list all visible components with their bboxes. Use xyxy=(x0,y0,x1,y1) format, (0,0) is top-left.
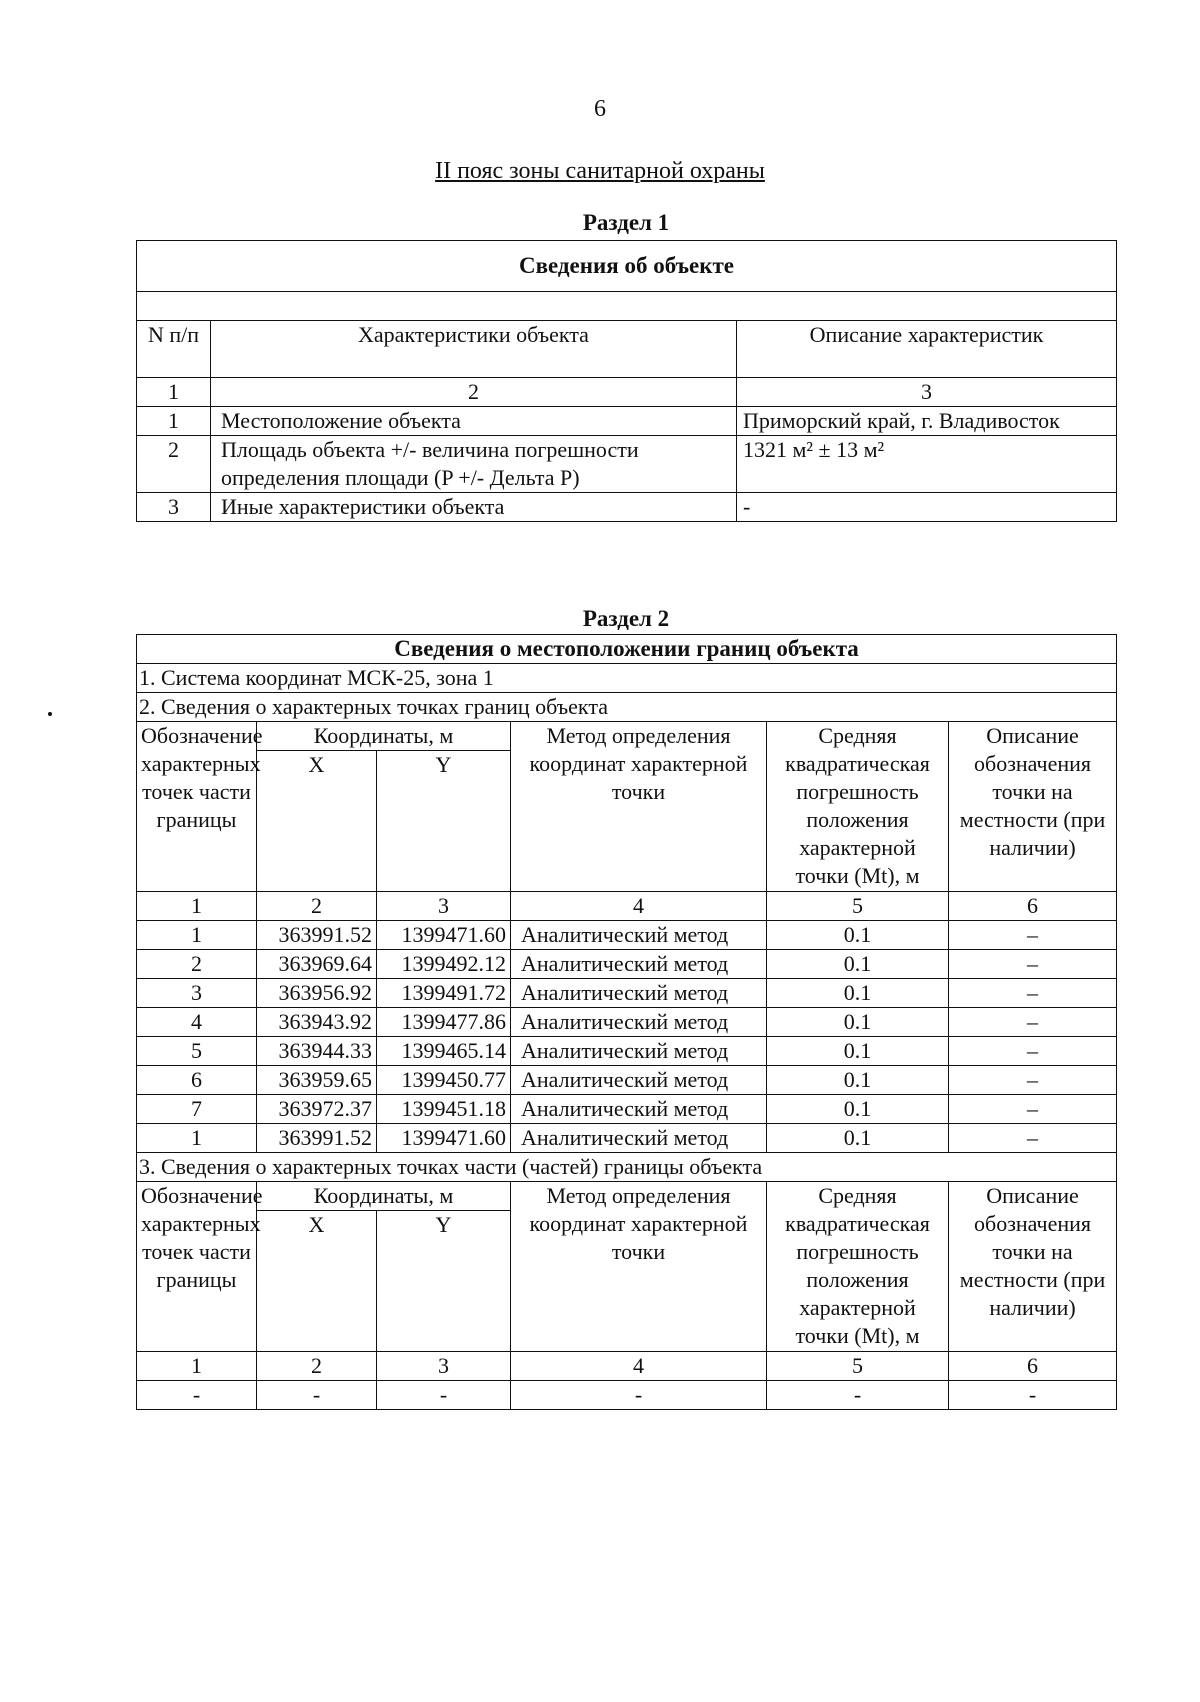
point-id: 2 xyxy=(137,950,257,979)
part-cell: - xyxy=(137,1381,257,1410)
point-id: 5 xyxy=(137,1037,257,1066)
point-mt: 0.1 xyxy=(767,1124,949,1153)
point-id: 1 xyxy=(137,1124,257,1153)
point-mt: 0.1 xyxy=(767,1095,949,1124)
point-method: Аналитический метод xyxy=(511,921,767,950)
row-number: 3 xyxy=(137,493,211,522)
point-id: 7 xyxy=(137,1095,257,1124)
point-method: Аналитический метод xyxy=(511,979,767,1008)
row-number: 1 xyxy=(137,407,211,436)
table-row xyxy=(137,1066,1117,1095)
section2-subtitle1: 1. Система координат МСК-25, зона 1 xyxy=(137,664,1117,693)
table-row xyxy=(137,1037,1117,1066)
header-coords: Координаты, м xyxy=(257,1182,511,1211)
table-row xyxy=(137,921,1117,950)
point-desc: – xyxy=(949,1066,1117,1095)
point-method: Аналитический метод xyxy=(511,1008,767,1037)
row-value: - xyxy=(737,493,1117,522)
col-number: 6 xyxy=(949,1352,1117,1381)
point-y: 1399492.12 xyxy=(377,950,511,979)
col-number: 2 xyxy=(257,892,377,921)
col-number: 1 xyxy=(137,1352,257,1381)
table-row xyxy=(137,436,1117,493)
table-row xyxy=(137,1095,1117,1124)
table-row xyxy=(137,979,1117,1008)
point-x: 363972.37 xyxy=(257,1095,377,1124)
point-id: 4 xyxy=(137,1008,257,1037)
point-mt: 0.1 xyxy=(767,1066,949,1095)
page-heading xyxy=(0,158,1200,185)
section2-subtitle3: 3. Сведения о характерных точках части (частей) границы объекта xyxy=(137,1153,1117,1182)
col-number: 2 xyxy=(211,378,737,407)
point-method: Аналитический метод xyxy=(511,1066,767,1095)
table-row xyxy=(137,407,1117,436)
point-desc: – xyxy=(949,1124,1117,1153)
header-error: Средняя квадратическая погрешность положения характерной точки (Mt), м xyxy=(767,1182,949,1352)
margin-dot xyxy=(48,712,52,716)
section2-label: Раздел 2 xyxy=(582,606,670,631)
part-cell: - xyxy=(767,1381,949,1410)
table-row xyxy=(137,1381,1117,1410)
col-number: 2 xyxy=(257,1352,377,1381)
point-y: 1399477.86 xyxy=(377,1008,511,1037)
point-x: 363969.64 xyxy=(257,950,377,979)
point-desc: – xyxy=(949,979,1117,1008)
point-method: Аналитический метод xyxy=(511,1124,767,1153)
point-y: 1399471.60 xyxy=(377,1124,511,1153)
spacer-row xyxy=(137,292,1117,321)
point-desc: – xyxy=(949,950,1117,979)
point-y: 1399471.60 xyxy=(377,921,511,950)
col-number: 6 xyxy=(949,892,1117,921)
col-number: 1 xyxy=(137,378,211,407)
header-point: Обозначение характерных точек части границы xyxy=(137,722,257,892)
point-y: 1399491.72 xyxy=(377,979,511,1008)
col-number: 4 xyxy=(511,892,767,921)
row-name: Площадь объекта +/- величина погрешности определения площади (P +/- Дельта P) xyxy=(211,436,737,493)
col-number: 5 xyxy=(767,892,949,921)
table-row xyxy=(137,950,1117,979)
col-number: 3 xyxy=(377,1352,511,1381)
row-name: Иные характеристики объекта xyxy=(211,493,737,522)
part-cell: - xyxy=(257,1381,377,1410)
points-body xyxy=(137,921,1117,1153)
point-id: 3 xyxy=(137,979,257,1008)
part-cell: - xyxy=(377,1381,511,1410)
header-point-description: Описание обозначения точки на местности (при наличии) xyxy=(949,722,1117,892)
point-desc: – xyxy=(949,921,1117,950)
header-characteristics: Характеристики объекта xyxy=(211,321,737,378)
row-value: Приморский край, г. Владивосток xyxy=(737,407,1117,436)
point-x: 363944.33 xyxy=(257,1037,377,1066)
section2-subtitle2: 2. Сведения о характерных точках границ объекта xyxy=(137,693,1117,722)
section1-title: Сведения об объекте xyxy=(137,241,1117,292)
header-coords: Координаты, м xyxy=(257,722,511,751)
point-x: 363991.52 xyxy=(257,921,377,950)
point-mt: 0.1 xyxy=(767,921,949,950)
header-x: X xyxy=(257,751,377,892)
point-x: 363943.92 xyxy=(257,1008,377,1037)
page-number: 6 xyxy=(594,96,606,122)
point-y: 1399450.77 xyxy=(377,1066,511,1095)
header-method: Метод определения координат характерной точки xyxy=(511,1182,767,1352)
col-number: 4 xyxy=(511,1352,767,1381)
point-desc: – xyxy=(949,1095,1117,1124)
header-description: Описание характеристик xyxy=(737,321,1117,378)
col-number: 5 xyxy=(767,1352,949,1381)
point-mt: 0.1 xyxy=(767,1008,949,1037)
table-row xyxy=(137,1008,1117,1037)
point-x: 363959.65 xyxy=(257,1066,377,1095)
section1-label: Раздел 1 xyxy=(582,210,670,235)
point-method: Аналитический метод xyxy=(511,1037,767,1066)
section2-title: Сведения о местоположении границ объекта xyxy=(137,635,1117,664)
section1-table xyxy=(136,240,1117,522)
point-id: 1 xyxy=(137,921,257,950)
header-method: Метод определения координат характерной точки xyxy=(511,722,767,892)
point-method: Аналитический метод xyxy=(511,950,767,979)
row-name: Местоположение объекта xyxy=(211,407,737,436)
point-desc: – xyxy=(949,1008,1117,1037)
point-y: 1399451.18 xyxy=(377,1095,511,1124)
header-y: Y xyxy=(377,751,511,892)
point-mt: 0.1 xyxy=(767,950,949,979)
point-mt: 0.1 xyxy=(767,1037,949,1066)
point-x: 363956.92 xyxy=(257,979,377,1008)
col-number: 3 xyxy=(377,892,511,921)
section2-table xyxy=(136,634,1117,1410)
part-cell: - xyxy=(511,1381,767,1410)
point-y: 1399465.14 xyxy=(377,1037,511,1066)
row-value: 1321 м² ± 13 м² xyxy=(737,436,1117,493)
header-point: Обозначение характерных точек части границы xyxy=(137,1182,257,1352)
page-heading-text: II пояс зоны санитарной охраны xyxy=(435,158,765,184)
header-number: N п/п xyxy=(137,321,211,378)
header-y: Y xyxy=(377,1211,511,1352)
part-cell: - xyxy=(949,1381,1117,1410)
row-number: 2 xyxy=(137,436,211,493)
point-id: 6 xyxy=(137,1066,257,1095)
header-x: X xyxy=(257,1211,377,1352)
header-error: Средняя квадратическая погрешность положения характерной точки (Mt), м xyxy=(767,722,949,892)
point-desc: – xyxy=(949,1037,1117,1066)
point-method: Аналитический метод xyxy=(511,1095,767,1124)
point-x: 363991.52 xyxy=(257,1124,377,1153)
col-number: 1 xyxy=(137,892,257,921)
header-point-description: Описание обозначения точки на местности (при наличии) xyxy=(949,1182,1117,1352)
point-mt: 0.1 xyxy=(767,979,949,1008)
col-number: 3 xyxy=(737,378,1117,407)
table-row xyxy=(137,493,1117,522)
table-row xyxy=(137,1124,1117,1153)
